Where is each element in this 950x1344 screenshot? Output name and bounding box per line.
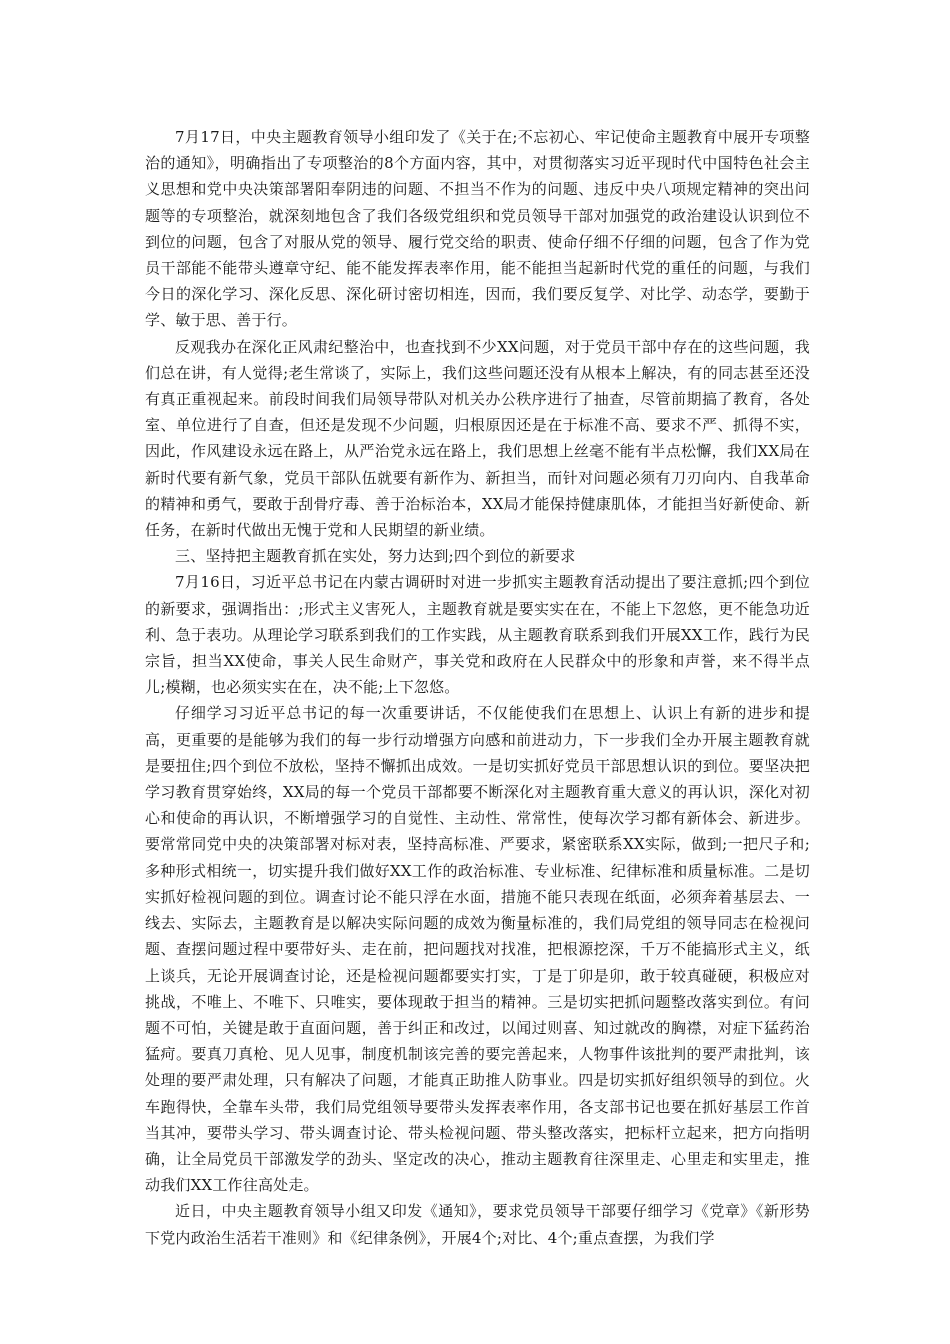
section-heading: 三、坚持把主题教育抓在实处，努力达到;四个到位的新要求 <box>175 547 576 566</box>
paragraph: 反观我办在深化正风肃纪整治中，也查找到不少XX问题，对于党员干部中存在的这些问题，我们总在讲，有人觉得;老生常谈了，实际上，我们这些问题还没有从根本上解决，有的同志甚至还没有真正重视起来。前段时间我们局领导带队对机关办公秩序进行了抽查，尽管前期搞了教育，各处室、单位进行了自查，但还是发现不少问题，归根原因还是在于标准不高、要求不严、抓得不实，因此，作风建设永远在路上，从严治党永远在路上，我们思想上丝毫不能有半点松懈，我们XX局在新时代要有新气象，党员干部队伍就要有新作为、新担当，而针对问题必须有刀刃向内、自我革命的精神和勇气，要敢于刮骨疗毒、善于治标治本，XX局才能保持健康肌体，才能担当好新使命、新任务，在新时代做出无愧于党和人民期望的新业绩。 <box>145 337 810 540</box>
paragraph: 仔细学习习近平总书记的每一次重要讲话，不仅能使我们在思想上、认识上有新的进步和提高，更重要的是能够为我们的每一步行动增强方向感和前进动力，下一步我们全办开展主题教育就是要扭住;四个到位不放松，坚持不懈抓出成效。一是切实抓好党员干部思想认识的到位。要坚决把学习教育贯穿始终，XX局的每一个党员干部都要不断深化对主题教育重大意义的再认识，深化对初心和使命的再认识，不断增强学习的自觉性、主动性、常常性，使每次学习都有新体会、新进步。要常常同党中央的决策部署对标对表，坚持高标准、严要求，紧密联系XX实际，做到;一把尺子和;多种形式相统一，切实提升我们做好XX工作的政治标准、专业标准、纪律标准和质量标准。二是切实抓好检视问题的到位。调查讨论不能只浮在水面，措施不能只表现在纸面，必须奔着基层去、一线去、实际去，主题教育是以解决实际问题的成效为衡量标准的，我们局党组的领导同志在检视问题、查摆问题过程中要带好头、走在前，把问题找对找准，把根源挖深，千万不能搞形式主义，纸上谈兵，无论开展调查讨论，还是检视问题都要实打实，丁是丁卯是卯，敢于较真碰硬，积极应对挑战，不唯上、不唯下、只唯实，要体现敢于担当的精神。三是切实把抓问题整改落实到位。有问题不可怕，关键是敢于直面问题，善于纠正和改过，以闻过则喜、知过就改的胸襟，对症下猛药治猛疴。要真刀真枪、见人见事，制度机制该完善的要完善起来，人物事件该批判的要严肃批判，该处理的要严肃处理，只有解决了问题，才能真正助推人防事业。四是切实抓好组织领导的到位。火车跑得快，全靠车头带，我们局党组领导要带头发挥表率作用，各支部书记也要在抓好基层工作首当其冲，要带头学习、带头调查讨论、带头检视问题、带头整改落实，把标杆立起来，把方向指明确，让全局党员干部激发学的劲头、坚定改的决心，推动主题教育往深里走、心里走和实里走，推动我们XX工作往高处走。 <box>145 704 810 1195</box>
document-body <box>145 124 810 1251</box>
paragraph: 7月17日，中央主题教育领导小组印发了《关于在;不忘初心、牢记使命主题教育中展开专项整治的通知》，明确指出了专项整治的8个方面内容，其中，对贯彻落实习近平现时代中国特色社会主义思想和党中央决策部署阳奉阴违的问题、不担当不作为的问题、违反中央八项规定精神的突出问题等的专项整治，就深刻地包含了我们各级党组织和党员领导干部对加强党的政治建设认识到位不到位的问题，包含了对服从党的领导、履行党交给的职责、使命仔细不仔细的问题，包含了作为党员干部能不能带头遵章守纪、能不能发挥表率作用，能不能担当起新时代党的重任的问题，与我们今日的深化学习、深化反思、深化研讨密切相连，因而，我们要反复学、对比学、动态学，要勤于学、敏于思、善于行。 <box>145 128 810 330</box>
paragraph: 7月16日，习近平总书记在内蒙古调研时对进一步抓实主题教育活动提出了要注意抓;四个到位的新要求，强调指出：;形式主义害死人，主题教育就是要实实在在，不能上下忽悠，更不能急功近利、急于表功。从理论学习联系到我们的工作实践，从主题教育联系到我们开展XX工作，践行为民宗旨，担当XX使命，事关人民生命财产，事关党和政府在人民群众中的形象和声誉，来不得半点儿;模糊，也必须实实在在，决不能;上下忽悠。 <box>145 573 810 697</box>
paragraph: 近日，中央主题教育领导小组又印发《通知》，要求党员领导干部要仔细学习《党章》《新形势下党内政治生活若干准则》和《纪律条例》，开展4个;对比、4个;重点查摆，为我们学 <box>145 1202 810 1247</box>
